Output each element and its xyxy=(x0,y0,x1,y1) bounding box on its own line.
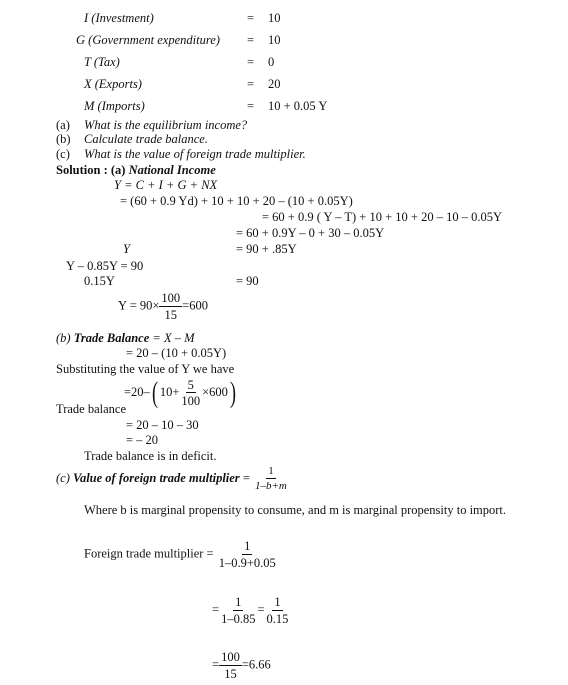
multiplier-frac-2 xyxy=(219,596,257,625)
multiplier-frac-1-num: 1 xyxy=(244,539,251,553)
solution-final-num: 100 xyxy=(161,291,181,305)
solution-final-lhs: Y = 90× xyxy=(118,298,160,313)
trade-expr-a: =20– xyxy=(124,384,150,399)
question-b-tag: (b) xyxy=(56,132,71,146)
given-value-imports: 10 + 0.05 Y xyxy=(268,99,328,113)
multiplier-calc-eq: = xyxy=(206,546,214,561)
given-value-exports: 20 xyxy=(268,77,281,91)
multiplier-heading xyxy=(56,466,289,492)
trade-line-3: = – 20 xyxy=(126,433,159,447)
multiplier-calc-1 xyxy=(84,540,278,569)
multiplier-frac-2-num: 1 xyxy=(235,595,242,609)
given-label-imports: M (Imports) xyxy=(84,99,145,113)
multiplier-frac-4-num: 100 xyxy=(221,650,240,664)
trade-expr-b: 10+ xyxy=(159,384,180,399)
given-label-tax: T (Tax) xyxy=(84,55,120,69)
multiplier-calc-2-eq: = xyxy=(212,602,220,617)
multiplier-calc-2-eq-b: = xyxy=(257,602,265,617)
trade-title: Trade Balance xyxy=(73,331,150,345)
question-b-text: Calculate trade balance. xyxy=(84,132,208,146)
given-eq-1: = xyxy=(247,11,255,25)
given-value-government: 10 xyxy=(268,33,281,47)
trade-heading xyxy=(56,332,195,345)
question-c-text: What is the value of foreign trade multiplier. xyxy=(84,147,306,161)
multiplier-label: Foreign trade multiplier xyxy=(84,546,204,561)
trade-expr-c: ×600 xyxy=(202,384,228,399)
multiplier-formula-den: 1–b+m xyxy=(255,480,287,492)
trade-frac-den: 100 xyxy=(181,394,201,408)
multiplier-frac-3-num: 1 xyxy=(274,595,281,609)
solution-line-8: 0.15Y xyxy=(84,274,115,288)
solution-final-den: 15 xyxy=(164,307,178,322)
solution-heading xyxy=(56,164,216,177)
multiplier-tag: (c) xyxy=(56,470,70,485)
given-eq-5: = xyxy=(247,99,255,113)
open-paren-glyph: ( xyxy=(151,376,158,409)
multiplier-calc-3-eq: = xyxy=(212,657,220,672)
solution-line-6: = 90 + .85Y xyxy=(236,242,297,256)
trade-balance-label: Trade balance xyxy=(56,402,126,416)
solution-line-2: = (60 + 0.9 Yd) + 10 + 10 + 20 – (10 + 0.05Y) xyxy=(120,194,353,208)
trade-frac-num: 5 xyxy=(187,377,194,392)
multiplier-formula-num: 1 xyxy=(268,465,274,477)
trade-tag: (b) xyxy=(56,331,71,345)
given-label-investment: I (Investment) xyxy=(84,11,154,25)
question-a-text: What is the equilibrium income? xyxy=(84,118,248,132)
given-eq-2: = xyxy=(247,33,255,47)
given-eq-3: = xyxy=(247,55,255,69)
multiplier-frac-2-den: 1–0.85 xyxy=(221,611,256,626)
multiplier-calc-2 xyxy=(212,596,290,625)
close-paren-glyph: ) xyxy=(229,376,236,409)
multiplier-title: Value of foreign trade multiplier xyxy=(73,470,240,485)
trade-line-2: = 20 – 10 – 30 xyxy=(126,418,199,432)
multiplier-eq: = xyxy=(242,470,250,485)
solution-final-fraction xyxy=(159,292,182,321)
given-label-exports: X (Exports) xyxy=(84,77,142,91)
trade-substitute: Substituting the value of Y we have xyxy=(56,362,235,376)
multiplier-frac-1 xyxy=(217,540,278,569)
trade-expression xyxy=(124,378,238,408)
given-eq-4: = xyxy=(247,77,255,91)
solution-line-7: Y – 0.85Y = 90 xyxy=(66,259,144,273)
given-label-government: G (Government expenditure) xyxy=(76,33,220,47)
solution-final xyxy=(118,292,208,321)
solution-final-rhs: =600 xyxy=(182,298,208,313)
solution-line-5: Y xyxy=(123,242,130,256)
given-value-investment: 10 xyxy=(268,11,281,25)
trade-fraction xyxy=(179,379,202,408)
solution-line-9: = 90 xyxy=(236,274,259,288)
question-a-tag: (a) xyxy=(56,118,70,132)
multiplier-result: =6.66 xyxy=(241,657,271,672)
multiplier-calc-3 xyxy=(212,651,271,680)
trade-line-1: = 20 – (10 + 0.05Y) xyxy=(126,346,227,360)
solution-heading-title: National Income xyxy=(128,163,216,177)
trade-def: = X – M xyxy=(152,331,195,345)
given-value-tax: 0 xyxy=(268,55,275,69)
multiplier-frac-3 xyxy=(265,596,291,625)
multiplier-frac-4 xyxy=(219,651,242,680)
multiplier-frac-1-den: 1–0.9+0.05 xyxy=(218,555,276,570)
solution-heading-label: Solution : (a) xyxy=(56,163,126,177)
multiplier-where: Where b is marginal propensity to consume, and m is marginal propensity to import. xyxy=(84,503,507,517)
solution-line-3: = 60 + 0.9 ( Y – T) + 10 + 10 + 20 – 10 – 0.05Y xyxy=(262,210,502,224)
solution-line-4: = 60 + 0.9Y – 0 + 30 – 0.05Y xyxy=(236,226,385,240)
question-c-tag: (c) xyxy=(56,147,70,161)
multiplier-frac-3-den: 0.15 xyxy=(266,611,289,626)
solution-line-1: Y = C + I + G + NX xyxy=(114,178,218,192)
multiplier-frac-4-den: 15 xyxy=(224,666,237,681)
multiplier-formula xyxy=(253,466,289,492)
trade-conclusion: Trade balance is in deficit. xyxy=(84,449,217,463)
